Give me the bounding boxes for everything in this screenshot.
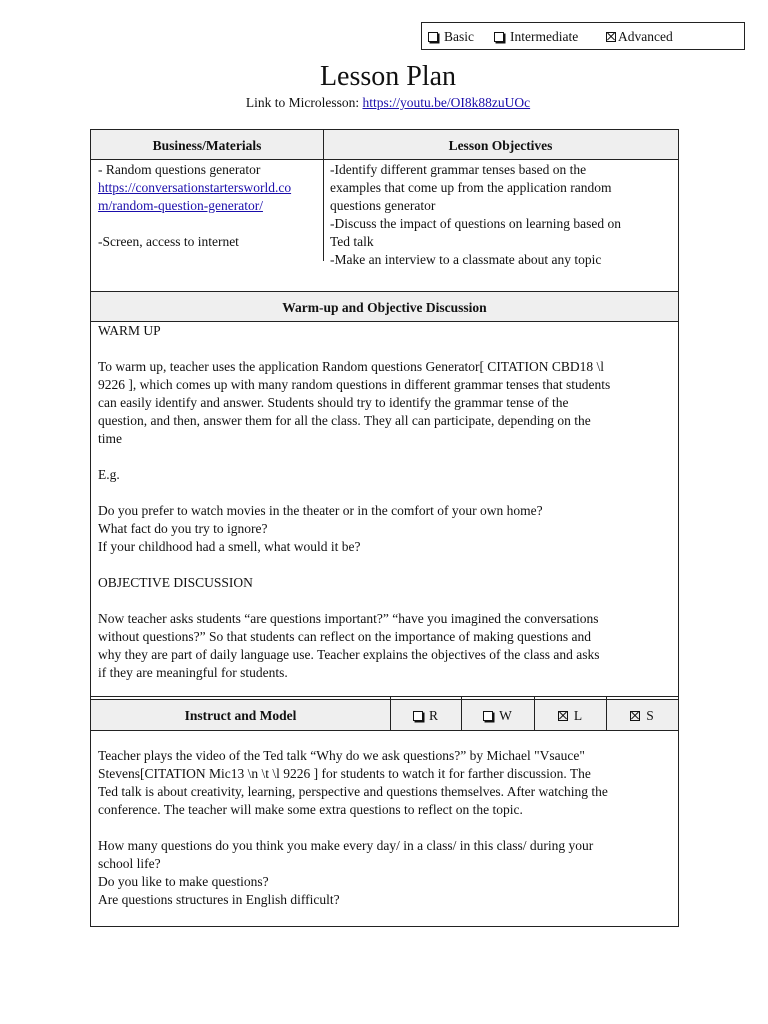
instruct-para-line: Ted talk is about creativity, learning, perspective and questions themselves. After watching the xyxy=(98,784,608,799)
checkbox-empty-icon xyxy=(428,32,438,42)
generator-link[interactable]: https://conversationstartersworld.co xyxy=(98,180,292,195)
objective-para-line: if they are meaningful for students. xyxy=(98,665,288,680)
reflection-question: Are questions structures in English difficult? xyxy=(98,892,340,907)
generator-link-continued[interactable]: m/random-question-generator/ xyxy=(98,198,263,213)
level-advanced[interactable] xyxy=(606,23,673,51)
warmup-para-line: can easily identify and answer. Students should try to identify the grammar tense of the xyxy=(98,395,569,410)
example-question: What fact do you try to ignore? xyxy=(98,521,268,536)
objective-para-line: without questions?” So that students can reflect on the importance of making questions and xyxy=(98,629,592,644)
microlesson-link[interactable]: https://youtu.be/OI8k88zuUOc xyxy=(362,95,531,110)
level-basic[interactable] xyxy=(428,23,474,51)
checkbox-checked-icon xyxy=(606,32,616,42)
instruct-cell xyxy=(98,747,676,909)
objective-line: -Identify different grammar tenses based on the xyxy=(330,162,587,177)
objective-line: Ted talk xyxy=(330,234,374,249)
objective-line: questions generator xyxy=(330,198,436,213)
level-intermediate-label: Intermediate xyxy=(510,29,579,44)
objective-discussion-heading: OBJECTIVE DISCUSSION xyxy=(98,575,253,590)
warmup-para-line: 9226 ], which comes up with many random questions in different grammar tenses that students xyxy=(98,377,611,392)
level-intermediate[interactable] xyxy=(494,23,578,51)
reflection-question: Do you like to make questions? xyxy=(98,874,269,889)
materials-item: - Random questions generator xyxy=(98,162,261,177)
example-question: If your childhood had a smell, what would it be? xyxy=(98,539,361,554)
checkbox-checked-icon xyxy=(558,711,568,721)
warmup-para-line: question, and then, answer them for all the class. They all can participate, depending on the xyxy=(98,413,591,428)
instruct-para-line: Stevens[CITATION Mic13 \n \t \l 9226 ] for students to watch it for farther discussion. The xyxy=(98,766,591,781)
reflection-question: How many questions do you think you make every day/ in a class/ in this class/ during your xyxy=(98,838,594,853)
level-advanced-label: Advanced xyxy=(618,29,673,44)
level-basic-label: Basic xyxy=(444,29,474,44)
checkbox-checked-icon xyxy=(630,711,640,721)
lesson-table xyxy=(90,129,679,927)
objectives-header: Lesson Objectives xyxy=(448,138,553,153)
warmup-header: Warm-up and Objective Discussion xyxy=(282,300,487,315)
example-question: Do you prefer to watch movies in the theater or in the comfort of your own home? xyxy=(98,503,543,518)
skill-listening[interactable] xyxy=(534,708,606,724)
divider xyxy=(91,696,678,697)
divider xyxy=(91,159,678,160)
checkbox-empty-icon xyxy=(494,32,504,42)
skill-writing-label: W xyxy=(499,708,512,723)
warmup-cell xyxy=(98,322,676,682)
warmup-para-line: To warm up, teacher uses the application Random questions Generator[ CITATION CBD18 \l xyxy=(98,359,604,374)
microlesson-link-label: Link to Microlesson: xyxy=(245,95,363,110)
microlesson-link-line xyxy=(0,95,768,111)
objective-line: -Discuss the impact of questions on learning based on xyxy=(330,216,621,231)
warmup-para-line: time xyxy=(98,431,122,446)
level-selector xyxy=(421,22,745,50)
objective-line: examples that come up from the application random xyxy=(330,180,612,195)
skill-speaking[interactable] xyxy=(606,708,678,724)
skill-reading[interactable] xyxy=(390,708,461,724)
page-title: Lesson Plan xyxy=(319,61,457,92)
skill-reading-label: R xyxy=(428,708,438,723)
divider xyxy=(323,130,324,261)
divider xyxy=(91,730,678,731)
materials-header: Business/Materials xyxy=(152,138,262,153)
skill-writing[interactable] xyxy=(461,708,534,724)
objective-para-line: why they are part of daily language use. Teacher explains the objectives of the class and asks xyxy=(98,647,600,662)
instruct-para-line: Teacher plays the video of the Ted talk “Why do we ask questions?” by Michael "Vsauce" xyxy=(98,748,585,763)
instruct-para-line: conference. The teacher will make some extra questions to reflect on the topic. xyxy=(98,802,523,817)
objectives-cell xyxy=(330,161,674,269)
objective-para-line: Now teacher asks students “are questions important?” “have you imagined the conversations xyxy=(98,611,599,626)
materials-cell xyxy=(98,161,320,251)
reflection-question: school life? xyxy=(98,856,161,871)
checkbox-empty-icon xyxy=(413,711,423,721)
objective-line: -Make an interview to a classmate about any topic xyxy=(330,252,602,267)
instruct-header: Instruct and Model xyxy=(184,708,297,723)
skill-speaking-label: S xyxy=(646,708,654,723)
warmup-heading: WARM UP xyxy=(98,323,161,338)
example-label: E.g. xyxy=(98,467,120,482)
skill-listening-label: L xyxy=(573,708,583,723)
materials-item: -Screen, access to internet xyxy=(98,234,239,249)
checkbox-empty-icon xyxy=(483,711,493,721)
